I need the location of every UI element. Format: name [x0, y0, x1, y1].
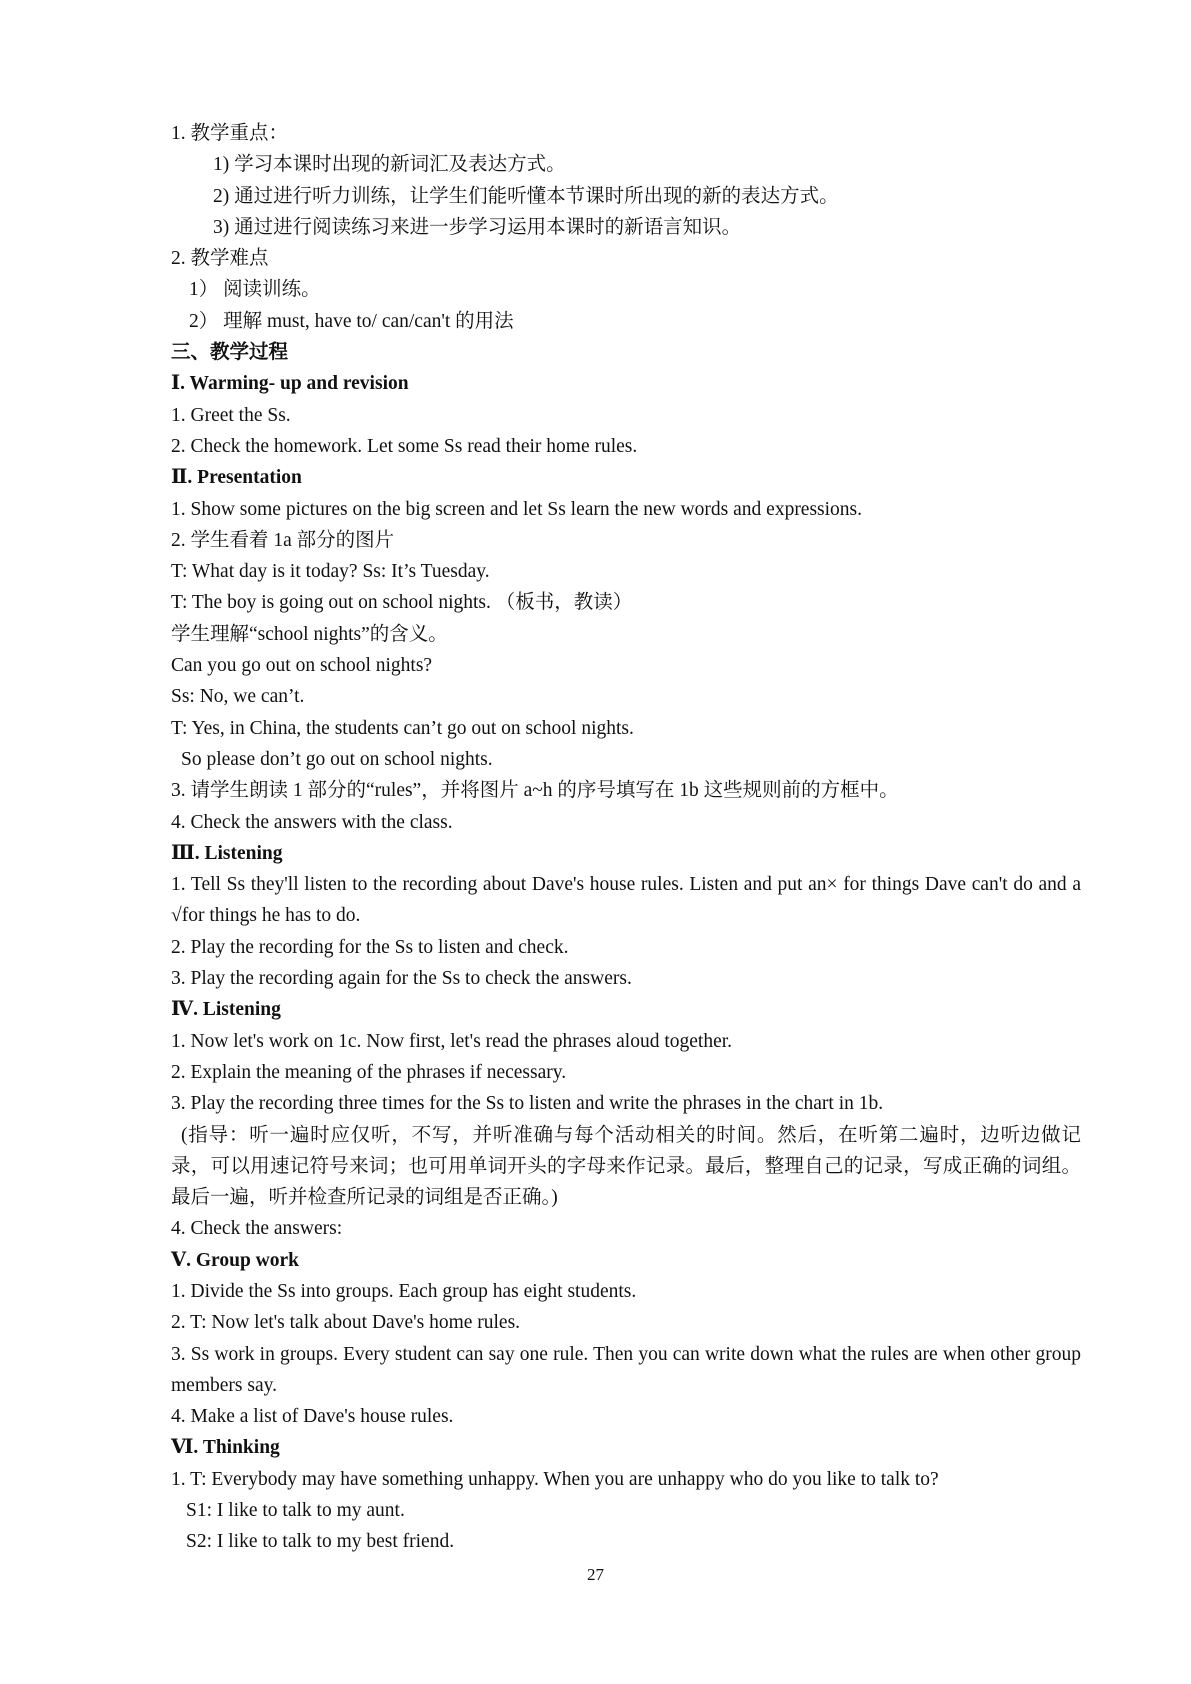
text-line: 2. 学生看着 1a 部分的图片 — [171, 529, 395, 551]
section-heading: Ⅰ. Warming- up and revision — [171, 373, 409, 395]
text-line: 4. Check the answers with the class. — [171, 811, 453, 833]
text-line: S2: I like to talk to my best friend. — [186, 1531, 455, 1553]
text-line: 1. Divide the Ss into groups. Each group has eight students. — [171, 1280, 637, 1302]
text-line: 2. Explain the meaning of the phrases if necessary. — [171, 1061, 567, 1083]
text-line: 3) 通过进行阅读练习来进一步学习运用本课时的新语言知识。 — [213, 216, 742, 238]
text-line: T: Yes, in China, the students can’t go out on school nights. — [171, 717, 634, 739]
document-body — [171, 118, 1081, 1558]
text-line: 2. Check the homework. Let some Ss read their home rules. — [171, 435, 638, 457]
text-paragraph: 1. Tell Ss they'll listen to the recording about Dave's house rules. Listen and put an× for things Dave can't do and a √for things he has to do. — [171, 874, 1081, 927]
text-line: T: The boy is going out on school nights. （板书，教读） — [171, 592, 633, 614]
text-line: 3. Play the recording again for the Ss to check the answers. — [171, 968, 632, 990]
text-line: 3. 请学生朗读 1 部分的“rules”，并将图片 a~h 的序号填写在 1b 这些规则前的方框中。 — [171, 780, 899, 802]
text-paragraph: 3. Ss work in groups. Every student can say one rule. Then you can write down what the rules are when other group members say. — [171, 1343, 1081, 1396]
text-line: 学生理解“school nights”的含义。 — [171, 623, 448, 645]
section-heading: Ⅵ. Thinking — [171, 1437, 280, 1459]
text-line: 1. 教学重点： — [171, 123, 289, 144]
text-line: Ss: No, we can’t. — [171, 686, 305, 708]
text-line: Can you go out on school nights? — [171, 655, 433, 677]
text-line: 1. Greet the Ss. — [171, 404, 291, 426]
text-line: 1. T: Everybody may have something unhappy. When you are unhappy who do you like to talk to? — [171, 1468, 939, 1490]
guidance-paragraph: (指导：听一遍时应仅听，不写，并听准确与每个活动相关的时间。然后，在听第二遍时，边听边做记录，可以用速记符号来词；也可用单词开头的字母来作记录。最后，整理自己的记录，写成正确的词组。最后一遍，听并检查所记录的词组是否正确。) — [171, 1124, 1081, 1209]
text-line: T: What day is it today? Ss: It’s Tuesday. — [171, 561, 490, 583]
section-heading: Ⅳ. Listening — [171, 999, 281, 1021]
text-line: 2. T: Now let's talk about Dave's home rules. — [171, 1312, 521, 1334]
section-heading: Ⅴ. Group work — [171, 1249, 299, 1271]
text-line: 4. Check the answers: — [171, 1218, 343, 1240]
section-heading: Ⅱ. Presentation — [171, 467, 302, 489]
text-line: So please don’t go out on school nights. — [181, 748, 493, 770]
section-heading: Ⅲ. Listening — [171, 842, 283, 864]
page-number: 27 — [587, 1565, 604, 1584]
text-line: 2） 理解 must, have to/ can/can't 的用法 — [189, 310, 514, 332]
text-line: 4. Make a list of Dave's house rules. — [171, 1406, 454, 1428]
text-line: S1: I like to talk to my aunt. — [186, 1500, 405, 1522]
text-line: 2. 教学难点 — [171, 248, 269, 270]
text-line: 1. Now let's work on 1c. Now first, let's read the phrases aloud together. — [171, 1030, 733, 1052]
text-line: 1) 学习本课时出现的新词汇及表达方式。 — [213, 154, 566, 176]
text-line: 1. Show some pictures on the big screen and let Ss learn the new words and expressions. — [171, 498, 863, 520]
text-line: 3. Play the recording three times for the Ss to listen and write the phrases in the chart in 1b. — [171, 1093, 884, 1115]
section-heading: 三、教学过程 — [171, 342, 289, 364]
text-line: 1） 阅读训练。 — [189, 279, 321, 301]
text-line: 2) 通过进行听力训练，让学生们能听懂本节课时所出现的新的表达方式。 — [213, 185, 839, 207]
text-line: 2. Play the recording for the Ss to listen and check. — [171, 936, 569, 958]
